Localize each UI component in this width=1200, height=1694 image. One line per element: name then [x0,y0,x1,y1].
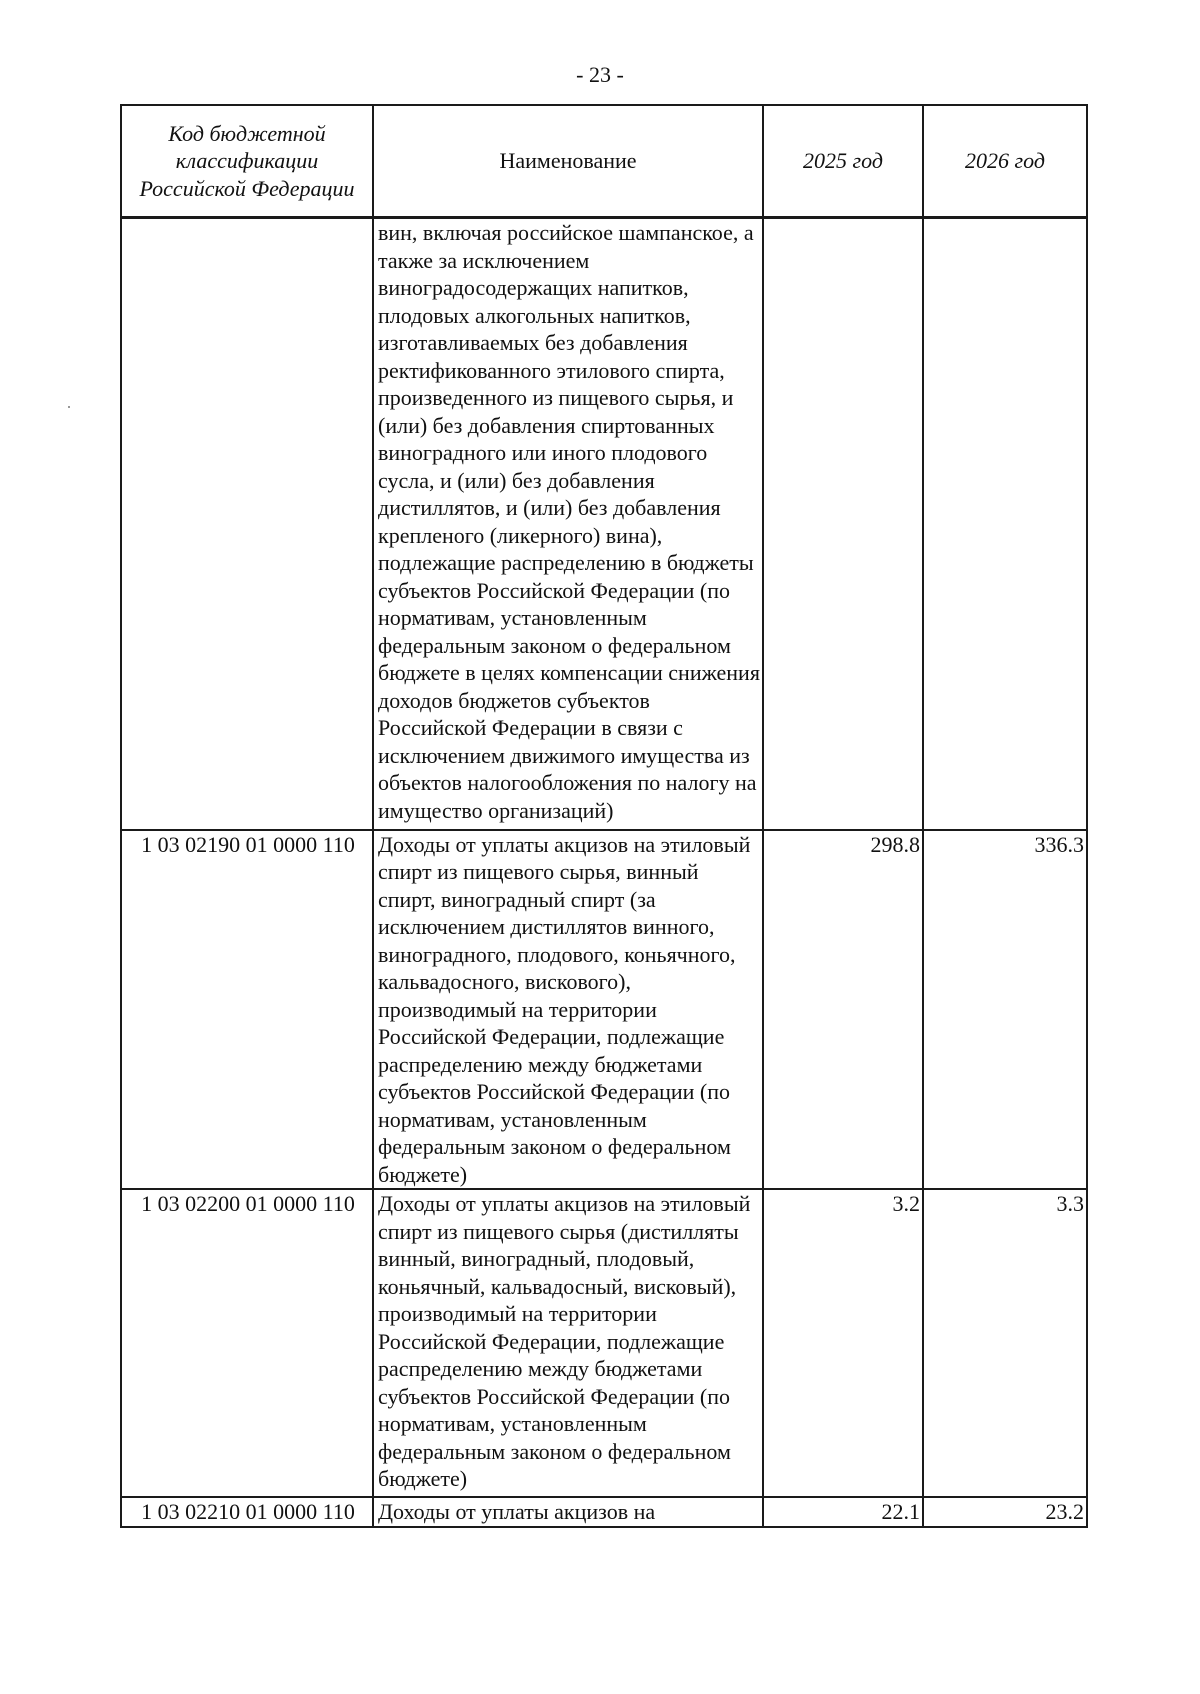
scan-speck [68,406,70,408]
row-code: 1 03 02200 01 0000 110 [121,1189,373,1497]
table-header-row [121,105,1087,218]
row-code: 1 03 02190 01 0000 110 [121,830,373,1190]
row-name: Доходы от уплаты акцизов на этиловый спирт из пищевого сырья, винный спирт, виноградный спирт (за исключением дистиллятов винного, виноградного, плодового, коньячного, кальвадосного, вискового), производимый на территории Российской Федерации, подлежащие распределению между бюджетами субъектов Российской Федерации (по нормативам, установленным федеральным законом о федеральном бюджете) [373,830,763,1190]
row-value-2026: 3.3 [923,1189,1087,1497]
row-value-2026 [923,218,1087,830]
row-value-2026: 23.2 [923,1497,1087,1527]
table-row [121,1189,1087,1497]
header-budget-code: Код бюджетной классификации Российской Федерации [121,105,373,218]
row-name: Доходы от уплаты акцизов на [373,1497,763,1527]
row-code: 1 03 02210 01 0000 110 [121,1497,373,1527]
page-number: - 23 - [576,62,624,87]
table-row [121,1497,1087,1527]
row-value-2025 [763,218,923,830]
header-year-2026: 2026 год [923,105,1087,218]
row-name: вин, включая российское шампанское, а также за исключением виноградосодержащих напитков, плодовых алкогольных напитков, изготавливаемых без добавления ректификованного этилового спирта, произведенного из пищевого сырья, и (или) без добавления спиртованных виноградного или иного плодового сусла, и (или) без добавления дистиллятов, и (или) без добавления крепленого (ликерного) вина), подлежащие распределению в бюджеты субъектов Российской Федерации (по нормативам, установленным федеральным законом о федеральном бюджете в целях компенсации снижения доходов бюджетов субъектов Российской Федерации в связи с исключением движимого имущества из объектов налогообложения по налогу на имущество организаций) [373,218,763,830]
header-year-2025: 2025 год [763,105,923,218]
row-value-2026: 336.3 [923,830,1087,1190]
row-value-2025: 298.8 [763,830,923,1190]
row-name: Доходы от уплаты акцизов на этиловый спирт из пищевого сырья (дистилляты винный, виноградный, плодовый, коньячный, кальвадосный, висковый), производимый на территории Российской Федерации, подлежащие распределению между бюджетами субъектов Российской Федерации (по нормативам, установленным федеральным законом о федеральном бюджете) [373,1189,763,1497]
budget-revenue-table [120,104,1088,1528]
table-row [121,830,1087,1190]
table-row [121,218,1087,830]
row-value-2025: 3.2 [763,1189,923,1497]
header-name: Наименование [373,105,763,218]
row-code [121,218,373,830]
row-value-2025: 22.1 [763,1497,923,1527]
